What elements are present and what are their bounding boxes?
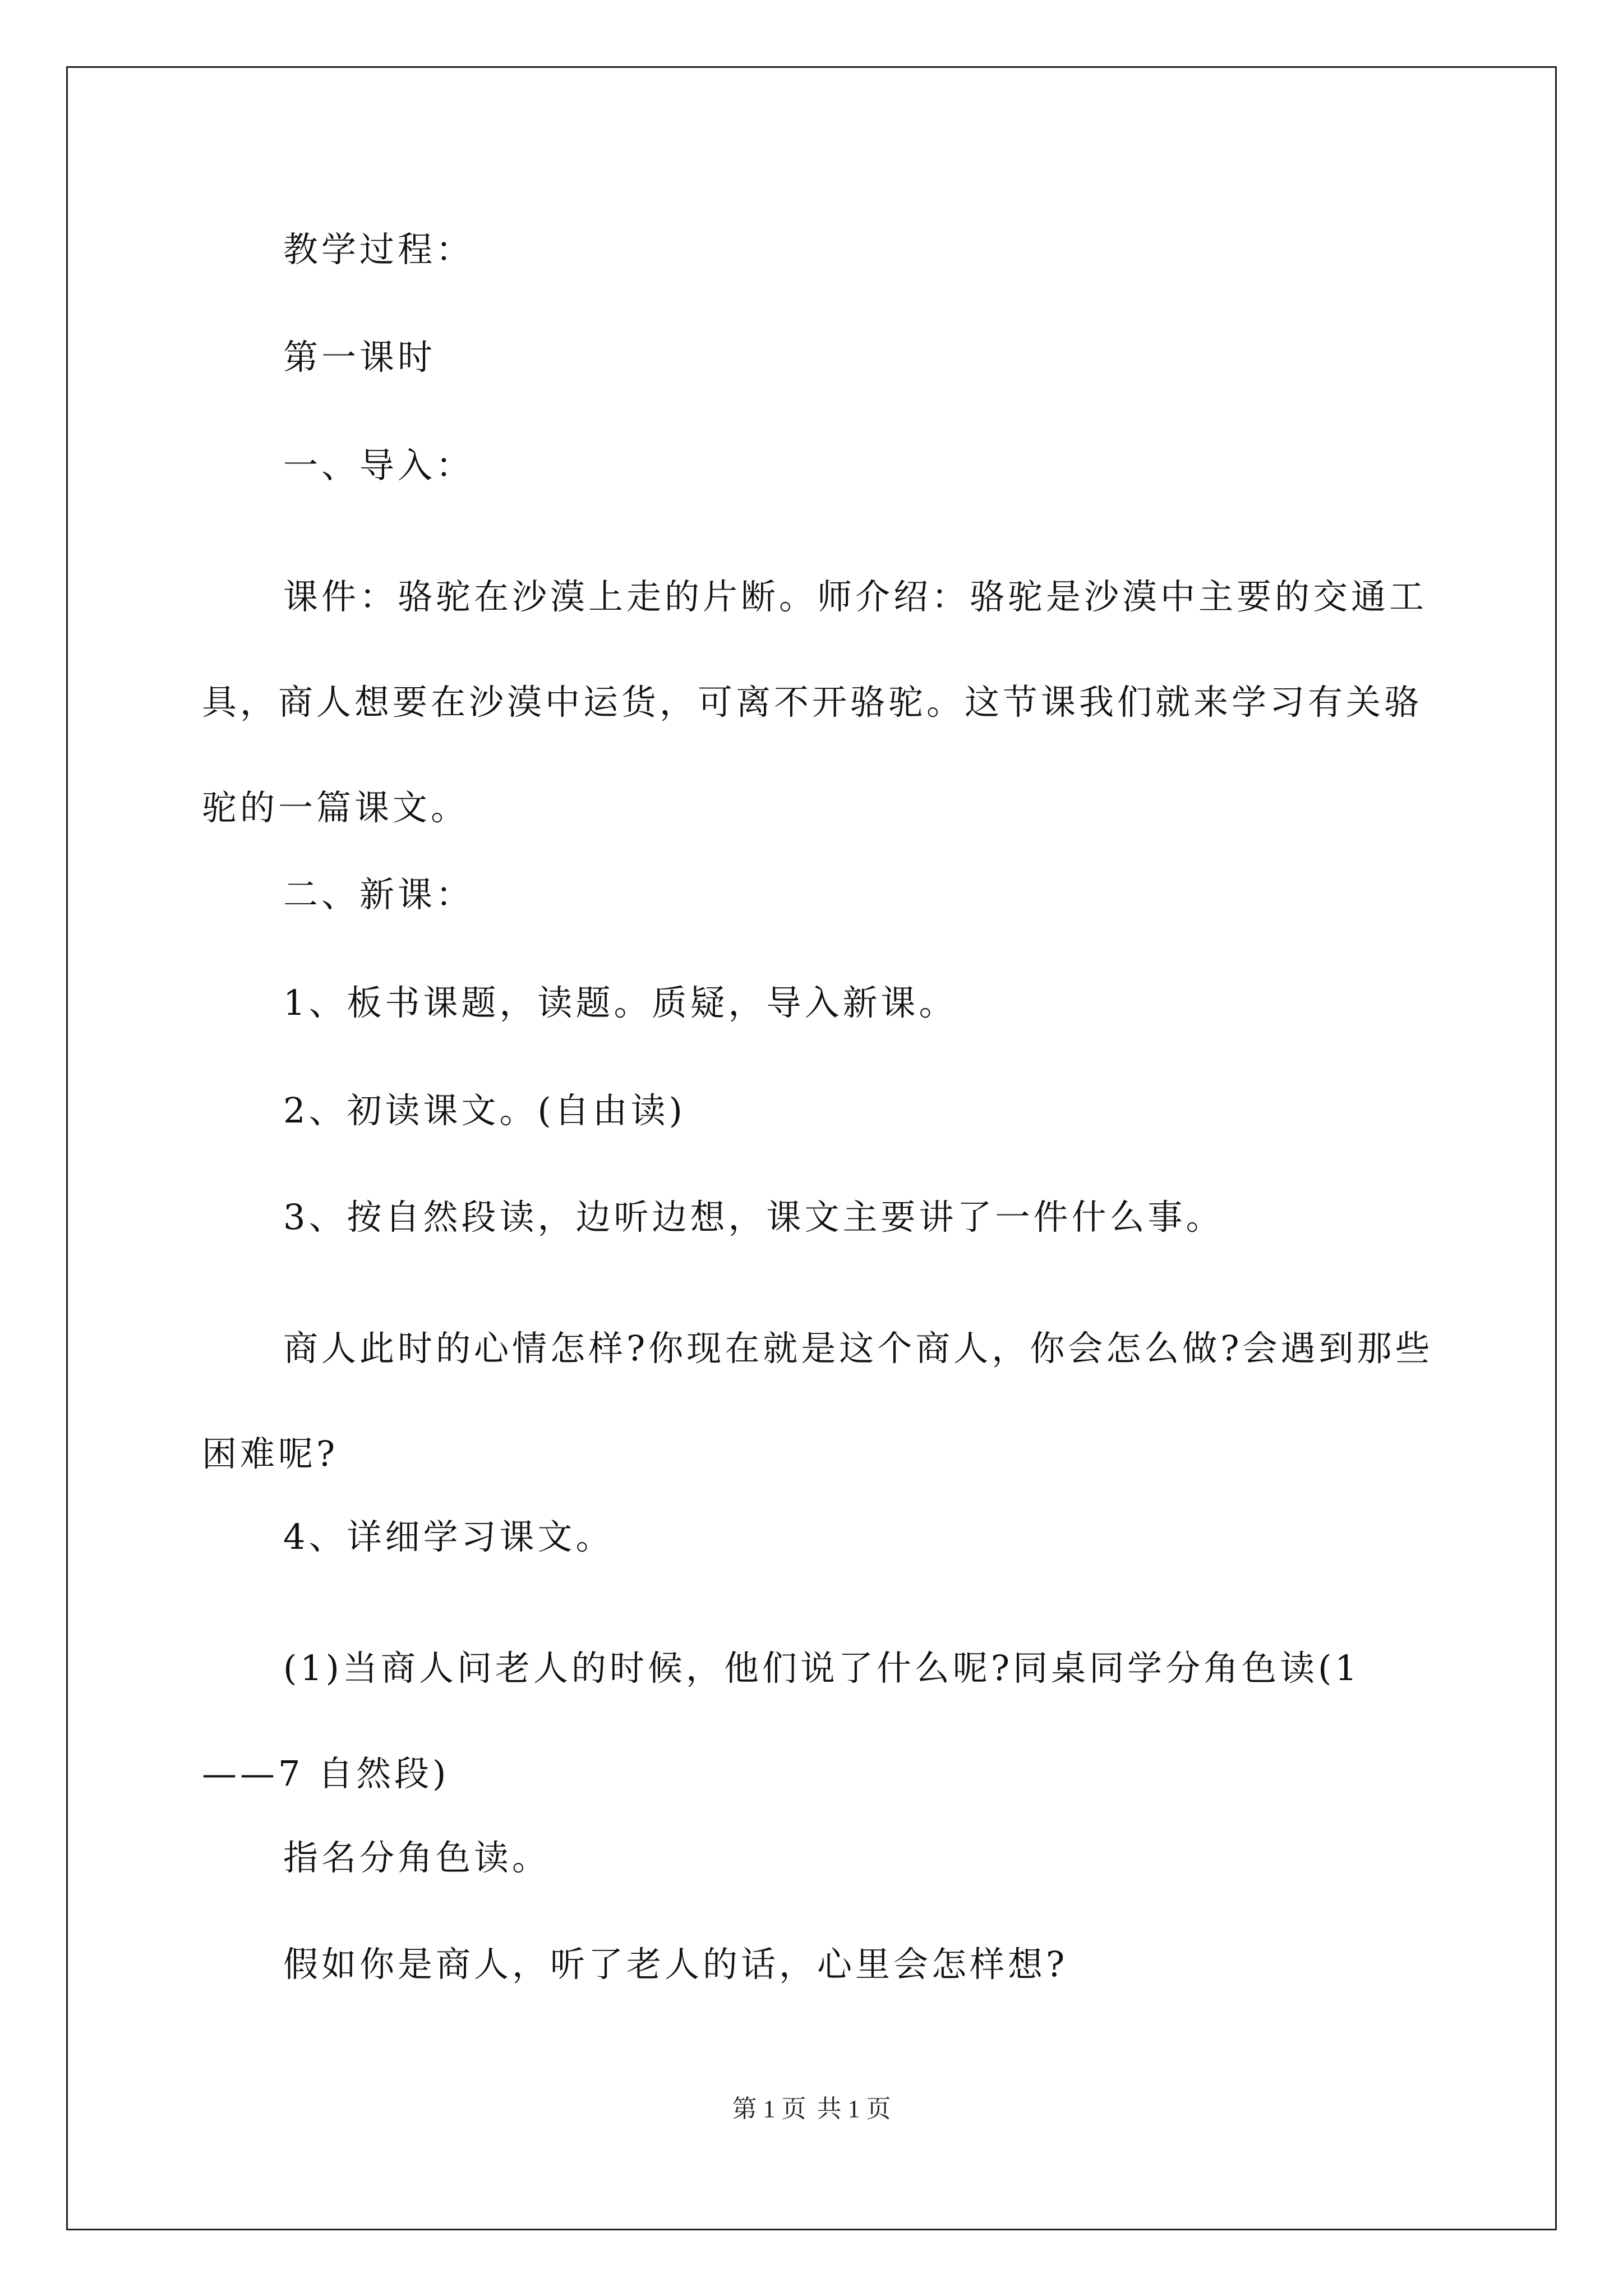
page-footer [0, 2092, 1623, 2126]
paragraph-step-1: 1、板书课题，读题。质疑，导入新课。 [283, 982, 957, 1023]
paragraph-merchant-mood: 商人此时的心情怎样?你现在就是这个商人，你会怎么做?会遇到那些困难呢? [202, 1328, 1433, 1474]
paragraph-suppose-merchant: 假如你是商人，听了老人的话，心里会怎样想? [283, 1944, 1068, 1985]
paragraph-courseware: 课件：骆驼在沙漠上走的片断。师介绍：骆驼是沙漠中主要的交通工具，商人想要在沙漠中运货，可离不开骆驼。这节课我们就来学习有关骆驼的一篇课文。 [202, 576, 1428, 828]
page-number: 第 1 页 [732, 2095, 806, 2123]
heading-introduction: 一、导入： [283, 445, 474, 486]
paragraph-role-reading: (1)当商人问老人的时候，他们说了什么呢?同桌同学分角色读(1——7 自然段) [202, 1648, 1361, 1794]
paragraph-first-lesson: 第一课时 [283, 337, 436, 378]
paragraph-step-2: 2、初读课文。(自由读) [283, 1090, 686, 1131]
page-border [66, 66, 1557, 2230]
paragraph-named-reading: 指名分角色读。 [283, 1837, 551, 1878]
paragraph-step-3: 3、按自然段读，边听边想，课文主要讲了一件什么事。 [283, 1197, 1224, 1237]
paragraph-teaching-process: 教学过程： [283, 229, 474, 270]
page-total: 共 1 页 [817, 2095, 891, 2123]
heading-new-lesson: 二、新课： [283, 874, 474, 915]
paragraph-step-4: 4、详细学习课文。 [283, 1516, 614, 1557]
